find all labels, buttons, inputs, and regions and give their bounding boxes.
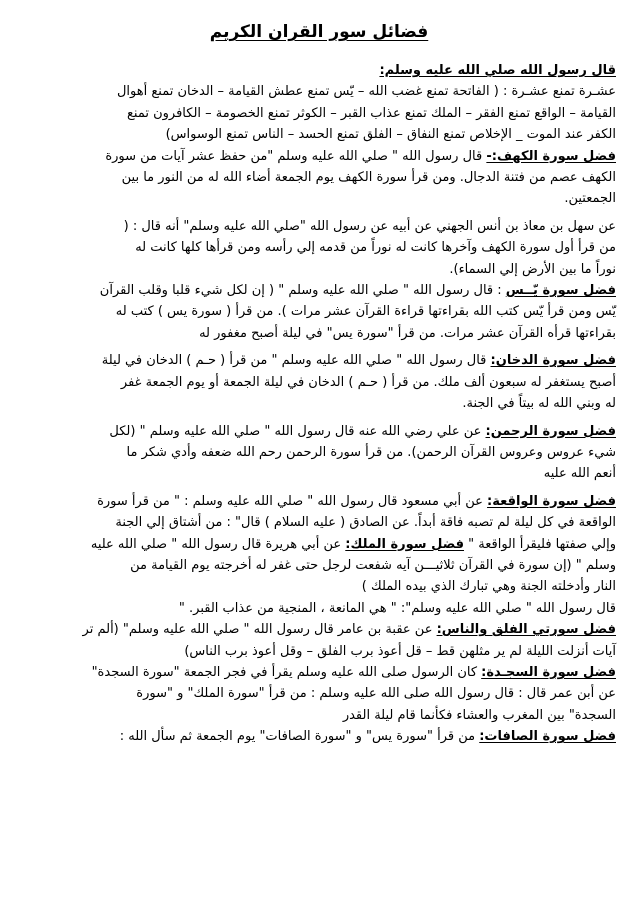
text-line: عن سهل بن معاذ بن أنس الجهني عن أبيه عن رسول الله "صلي الله عليه وسلم" أنه قال : ( [123, 218, 616, 234]
sajda-paragraph [20, 662, 616, 726]
waqia-paragraph [20, 491, 616, 619]
text-line [20, 619, 616, 640]
saffat-heading: فضل سورة الصافات: [479, 729, 616, 745]
intro-text: قال رسول الله صلي الله عليه وسلم: [379, 63, 616, 78]
text-line: أنعم الله عليه [543, 466, 616, 482]
kahf-paragraph [20, 146, 616, 210]
yasin-paragraph [20, 280, 616, 344]
text-line [20, 421, 616, 442]
text-line: نوراً ما بين الأرض إلي السماء). [449, 261, 616, 277]
dukhan-heading: فضل سورة الدخان: [490, 353, 616, 369]
kahf-text: قال رسول الله " صلي الله عليه وسلم "من حفظ عشر آيات من سورة [105, 148, 487, 164]
saffat-text: من قرأ "سورة يس" و "سورة الصافات" يوم الجمعة ثم سأل الله : [119, 729, 480, 745]
text-line: يّس ومن قرأ يّس كتب الله بقراءتها قراءة القرآن عشر مرات ). من قرأ ( سورة يس ) كتب له [115, 304, 616, 320]
yasin-text: : قال رسول الله " صلي الله عليه وسلم " ( إن لكل شيء قلبا وقلب القرآن [99, 283, 506, 299]
dukhan-text: قال رسول الله " صلي الله عليه وسلم " من قرأ ( حـم ) الدخان في ليلة [101, 353, 491, 369]
text-line: عن أبن عمر قال : قال رسول الله صلى الله عليه وسلم : من قرأ "سورة الملك" و "سورة [136, 686, 616, 702]
text-line [20, 280, 616, 301]
text-line: أصبح يستغفر له سبعون ألف ملك. من قرأ ( حـم ) الدخان في ليلة الجمعة أو يوم الجمعة غفر [120, 374, 616, 390]
falaq-heading: فضل سورتي الفلق والناس: [436, 622, 616, 638]
text-line: السجدة" بين المغرب والعشاء فكأنما قام ليلة القدر [342, 707, 616, 723]
waqia-text-end: وإلي صفتها فليقرأ الواقعة " [464, 536, 616, 552]
mulk-heading: فضل سورة الملك: [345, 536, 465, 552]
dukhan-paragraph [20, 350, 616, 414]
page-title: فضائل سور القران الكريم [209, 22, 429, 42]
saffat-paragraph [20, 726, 616, 747]
text-line: الكهف عصم من فتنة الدجال. ومن قرأ سورة الكهف يوم الجمعة أضاء الله له من النور ما بين [121, 170, 616, 186]
sajda-text: كان الرسول صلى الله عليه وسلم يقرأ في فجر الجمعة "سورة السجدة" [91, 664, 482, 680]
text-line [20, 662, 616, 683]
intro-paragraph [20, 60, 616, 81]
text-line: شيء عروس وعروس القرآن الرحمن). من قرأ سورة الرحمن رحم الله ضعفه وأدي شكر ما [126, 444, 616, 460]
waqia-heading: فضل سورة الواقعة: [487, 493, 616, 509]
yasin-heading: فضل سورة يّــس [505, 283, 616, 299]
text-line: عشـرة تمنع عشـرة : ( الفاتحة تمنع غضب الله – يّس تمنع عطش القيامة – الدخان تمنع أهوال [116, 84, 616, 100]
kahf-heading: فضل سورة الكهف:- [486, 148, 616, 164]
text-line: الجمعتين. [564, 191, 616, 207]
text-line: له وبني الله له بيتاً في الجنة. [462, 396, 616, 412]
falaq-paragraph [20, 619, 616, 662]
text-line: الكفر عند الموت _ الإخلاص تمنع النفاق – الفلق تمنع الحسد – الناس تمنع الوسواس) [165, 127, 616, 143]
sajda-heading: فضل سورة السجـدة: [481, 664, 616, 680]
text-line [20, 350, 616, 371]
text-line: النار وأدخلته الجنة وهي تبارك الذي بيده الملك ) [361, 579, 616, 595]
text-line: من قرأ أول سورة الكهف وآخرها كانت له نوراً من قدمه إلي رأسه ومن قرأها كلها كانت له [135, 240, 616, 256]
mulk-text: عن أبي هريرة قال رسول الله " صلي الله عليه [90, 536, 346, 552]
rahman-heading: فضل سورة الرحمن: [485, 423, 616, 439]
ten-surahs-paragraph [20, 81, 616, 145]
text-line: بقراءتها قرأه القرآن عشر مرات. من قرأ "سورة يس" في ليلة أصبح مغفور له [199, 325, 616, 341]
text-line [20, 726, 616, 747]
text-line: آيات أنزلت الليلة لم ير مثلهن قط – قل أعوذ برب الفلق – وقل أعوذ برب الناس) [184, 643, 616, 659]
text-line: وسلم " (إن سورة في القرآن ثلاثيـــن آيه شفعت لرجل حتى غفر له أخرجته يوم القيامة من [130, 557, 616, 573]
document-body [20, 60, 616, 748]
text-line [20, 146, 616, 167]
text-line: الواقعة في كل ليلة لم تصبه فاقة أبداً. عن الصادق ( عليه السلام ) قال" : من أشتاق إلي الجنة [115, 515, 616, 531]
waqia-text: عن أبي مسعود قال رسول الله " صلي الله عليه وسلم : " من قرأ سورة [97, 493, 488, 509]
rahman-paragraph [20, 421, 616, 485]
text-line [20, 491, 616, 512]
text-line: قال رسول الله " صلي الله عليه وسلم": " هي المانعة ، المنجية من عذاب القبر. " [178, 600, 616, 616]
rahman-text: عن علي رضي الله عنه قال رسول الله " صلي الله عليه وسلم " (لكل [109, 423, 486, 439]
text-line [20, 534, 616, 555]
falaq-text: عن عقبة بن عامر قال رسول الله " صلي الله عليه وسلم" (ألم تر [82, 622, 437, 638]
sahl-paragraph [20, 216, 616, 280]
text-line: القيامة – الواقع تمنع الفقر – الملك تمنع عذاب القبر – الكوثر تمنع الخصومة – الكافرون تمنع [126, 105, 616, 121]
